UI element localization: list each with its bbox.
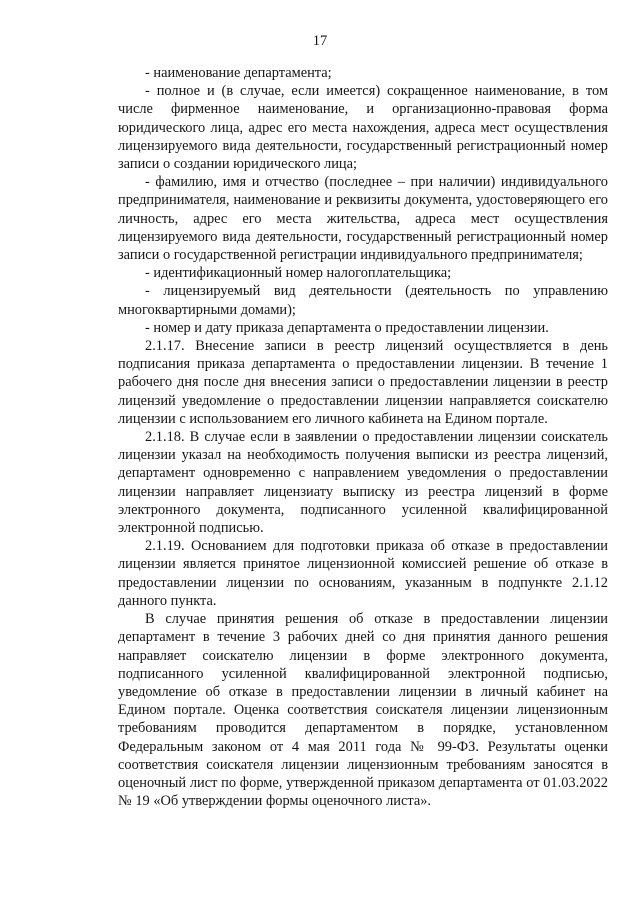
list-item-legal-entity-name: - полное и (в случае, если имеется) сокращенное наименование, в том числе фирменное наименование, и организационно-правовая форма юридического лица, адрес его места нахождения, адреса мест осуществления лицензируемого вида деятельности, государственный регистрационный номер записи о создании юридического лица;	[118, 83, 608, 173]
paragraph-2-1-19: 2.1.19. Основанием для подготовки приказа об отказе в предоставлении лицензии является принятое лицензионной комиссией решение об отказе в предоставлении лицензии по основаниям, указанным в подпункте 2.1.12 данного пункта.	[118, 538, 608, 609]
page-number: 17	[312, 33, 328, 49]
list-item-taxpayer-id: - идентификационный номер налогоплательщика;	[145, 265, 452, 282]
list-item-entrepreneur-name: - фамилию, имя и отчество (последнее – при наличии) индивидуального предпринимателя, наименование и реквизиты документа, удостоверяющего его личность, адрес его места жительства, адреса мест осуществления лицензируемого вида деятельности, государственный регистрационный номер записи о государственной регистрации индивидуального предпринимателя;	[118, 174, 608, 264]
paragraph-2-1-17: 2.1.17. Внесение записи в реестр лицензий осуществляется в день подписания приказа департамента о предоставлении лицензии. В течение 1 рабочего дня после дня внесения записи о предоставлении лицензии в реестр лицензий уведомление о предоставлении лицензии направляется соискателю лицензии с использованием его личного кабинета на Едином портале.	[118, 338, 608, 427]
document-body	[118, 64, 608, 810]
list-item-order-number-date: - номер и дату приказа департамента о предоставлении лицензии.	[145, 319, 549, 336]
list-item-licensed-activity: - лицензируемый вид деятельности (деятельность по управлению многоквартирными домами);	[118, 283, 608, 318]
list-item-department-name: - наименование департамента;	[145, 65, 332, 81]
paragraph-2-1-18: 2.1.18. В случае если в заявлении о предоставлении лицензии соискатель лицензии указал на необходимость получения выписки из реестра лицензий, департамент одновременно с направлением уведомления о предоставлении лицензии направляет лицензиату выписку из реестра лицензий в форме электронного документа, подписанного усиленной квалифицированной электронной подписью.	[118, 429, 608, 537]
paragraph-refusal-decision: В случае принятия решения об отказе в предоставлении лицензии департамент в течение 3 рабочих дней со дня принятия данного решения направляет соискателю лицензии в форме электронного документа, подписанного усиленной квалифицированной электронной подписью, уведомление об отказе в предоставлении лицензии в личный кабинет на Едином портале. Оценка соответствия соискателя лицензии лицензионным требованиям проводится департаментом в порядке, установленном Федеральным законом от 4 мая 2011 года № 99-ФЗ. Результаты оценки соответствия соискателя лицензии лицензионным требованиям заносятся в оценочный лист по форме, утвержденной приказом департамента от 01.03.2022 № 19 «Об утверждении формы оценочного листа».	[118, 611, 608, 810]
